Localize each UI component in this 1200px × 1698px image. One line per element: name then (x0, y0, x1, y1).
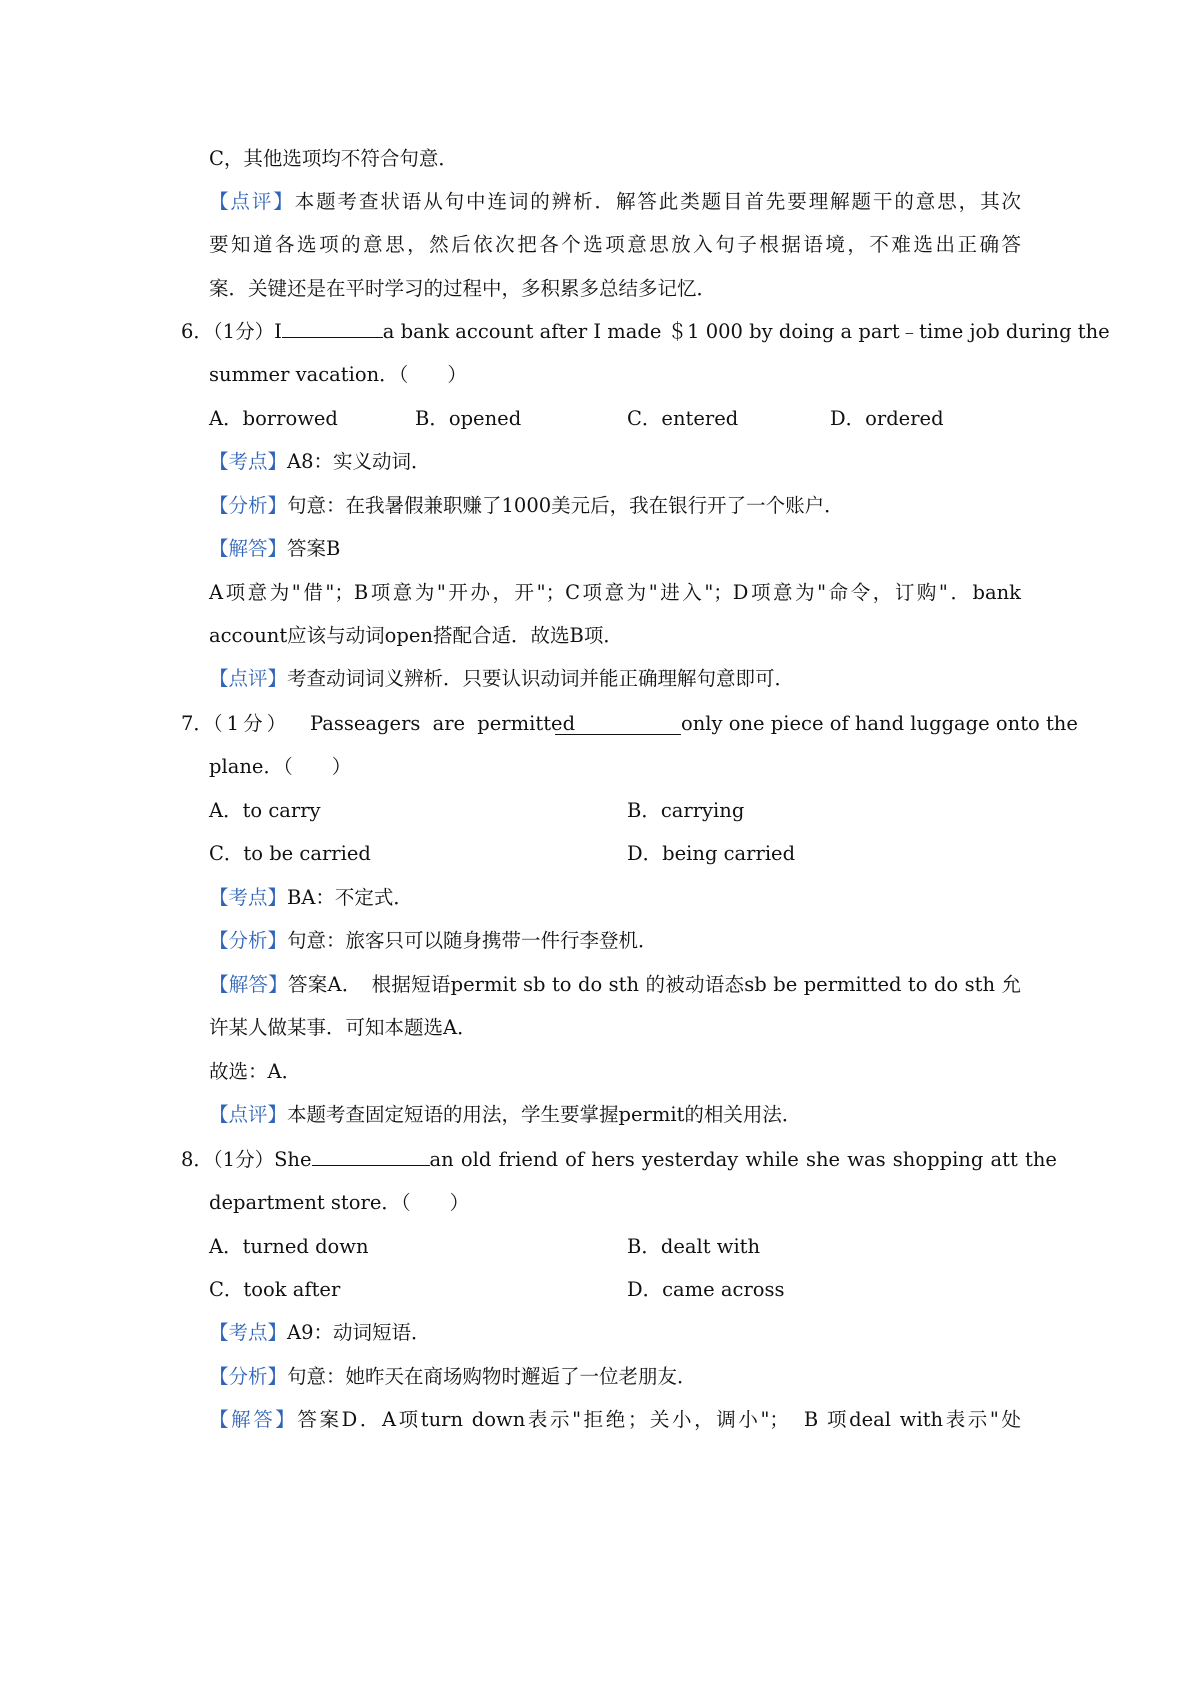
text-line: 故选：A． (209, 1060, 302, 1083)
answer-tag: 【解答】 (209, 1408, 298, 1431)
text-line: 许某人做某事．可知本题选A． (209, 1016, 477, 1039)
answer-blank (555, 716, 681, 735)
text-line: A项意为"借"；B项意为"开办，开"；C项意为"进入"；D项意为"命令，订购"．bank (209, 581, 1021, 604)
text-line: 考查动词词义辨析．只要认识动词并能正确理解句意即可． (287, 667, 795, 690)
analysis-tag: 【分析】 (209, 1365, 288, 1388)
q5-review-line-2 (209, 231, 1021, 259)
text-line: account应该与动词open搭配合适．故选B项． (209, 624, 623, 647)
text-line: 本题考查固定短语的用法，学生要掌握permit的相关用法． (287, 1103, 802, 1126)
question-score: （1分）I (212, 320, 282, 343)
review-tag: 【点评】 (209, 1103, 288, 1126)
review-tag: 【点评】 (209, 667, 288, 690)
question-stem: summer vacation．（ ） (209, 363, 467, 386)
option-b: B．opened (415, 407, 522, 430)
q8-stem (181, 1146, 1057, 1174)
question-stem: an old friend of hers yesterday while she was shopping att the (429, 1148, 1057, 1171)
option-c: C．entered (627, 407, 739, 430)
q7-answer-1 (209, 971, 1021, 999)
question-score: （1分） (212, 712, 291, 735)
answer-tag: 【解答】 (209, 973, 289, 996)
option-d: D．ordered (830, 407, 944, 430)
text-line: A9：动词短语． (287, 1321, 431, 1344)
point-tag: 【考点】 (209, 886, 288, 909)
q6-analysis (209, 492, 1021, 520)
q6-point (209, 448, 1021, 476)
answer-blank (282, 319, 383, 338)
question-stem: plane．（ ） (209, 755, 352, 778)
text-line: C，其他选项均不符合句意． (209, 147, 458, 170)
analysis-tag: 【分析】 (209, 929, 288, 952)
question-number: 8． (181, 1148, 213, 1171)
text-line: 答案D．A项turn down表示"拒绝；关小，调小"； B 项deal with表示"处 (297, 1408, 1021, 1431)
q5-explanation-c (209, 145, 1021, 173)
q7-analysis (209, 927, 1021, 955)
q8-point (209, 1319, 1021, 1347)
point-tag: 【考点】 (209, 450, 288, 473)
question-stem: only one piece of hand luggage onto the (681, 712, 1078, 735)
answer-blank (312, 1147, 430, 1166)
option-a: A．turned down (209, 1235, 369, 1258)
option-a: A．to carry (209, 799, 321, 822)
q7-review (209, 1101, 1021, 1129)
q7-point (209, 884, 1021, 912)
q6-review (209, 665, 1021, 693)
option-a: A．borrowed (209, 407, 338, 430)
text-line: 要知道各选项的意思，然后依次把各个选项意思放入句子根据语境，不难选出正确答 (209, 233, 1021, 256)
q5-review-line-3 (209, 275, 1021, 303)
q7-stem-line-2 (209, 753, 1021, 781)
text-line: 句意：在我暑假兼职赚了1000美元后，我在银行开了一个账户． (287, 494, 844, 517)
question-score: （1分）She (212, 1148, 312, 1171)
option-b: B．carrying (627, 799, 745, 822)
q6-stem-line-2 (209, 361, 1021, 389)
option-d: D．came across (627, 1278, 785, 1301)
q7-stem (181, 710, 1078, 738)
text-line: BA：不定式． (287, 886, 413, 909)
review-tag: 【点评】 (209, 190, 295, 213)
question-stem: a bank account after I made ＄1 000 by doing a part﹣time job during the (382, 320, 1110, 343)
option-b: B．dealt with (627, 1235, 761, 1258)
q7-answer-2 (209, 1014, 1021, 1042)
q6-explain-2 (209, 622, 1021, 650)
text-line: A8：实义动词． (287, 450, 431, 473)
q5-review-line-1 (209, 188, 1021, 216)
text-line: 答案A． 根据短语permit sb to do sth 的被动语态sb be permitted to do sth 允 (288, 973, 1021, 996)
text-line: 句意：旅客只可以随身携带一件行李登机． (287, 929, 658, 952)
q8-answer (209, 1406, 1021, 1434)
text-line: 答案B (287, 537, 341, 560)
question-stem: Passeagers are permitted (310, 712, 576, 735)
text-line: 案．关键还是在平时学习的过程中，多积累多总结多记忆． (209, 277, 717, 300)
question-stem: department store．（ ） (209, 1191, 470, 1214)
option-c: C．took after (209, 1278, 341, 1301)
text-line: 句意：她昨天在商场购物时邂逅了一位老朋友． (287, 1365, 697, 1388)
q8-analysis (209, 1363, 1021, 1391)
q6-stem (181, 318, 1110, 346)
option-c: C．to be carried (209, 842, 371, 865)
option-d: D．being carried (627, 842, 796, 865)
text-line: 本题考查状语从句中连词的辨析．解答此类题目首先要理解题干的意思，其次 (294, 190, 1021, 213)
question-number: 6． (181, 320, 213, 343)
q8-stem-line-2 (209, 1189, 1021, 1217)
point-tag: 【考点】 (209, 1321, 288, 1344)
question-number: 7． (181, 712, 213, 735)
answer-tag: 【解答】 (209, 537, 288, 560)
q6-explain-1 (209, 579, 1021, 607)
analysis-tag: 【分析】 (209, 494, 288, 517)
q7-choose (209, 1058, 1021, 1086)
q6-answer (209, 535, 1021, 563)
